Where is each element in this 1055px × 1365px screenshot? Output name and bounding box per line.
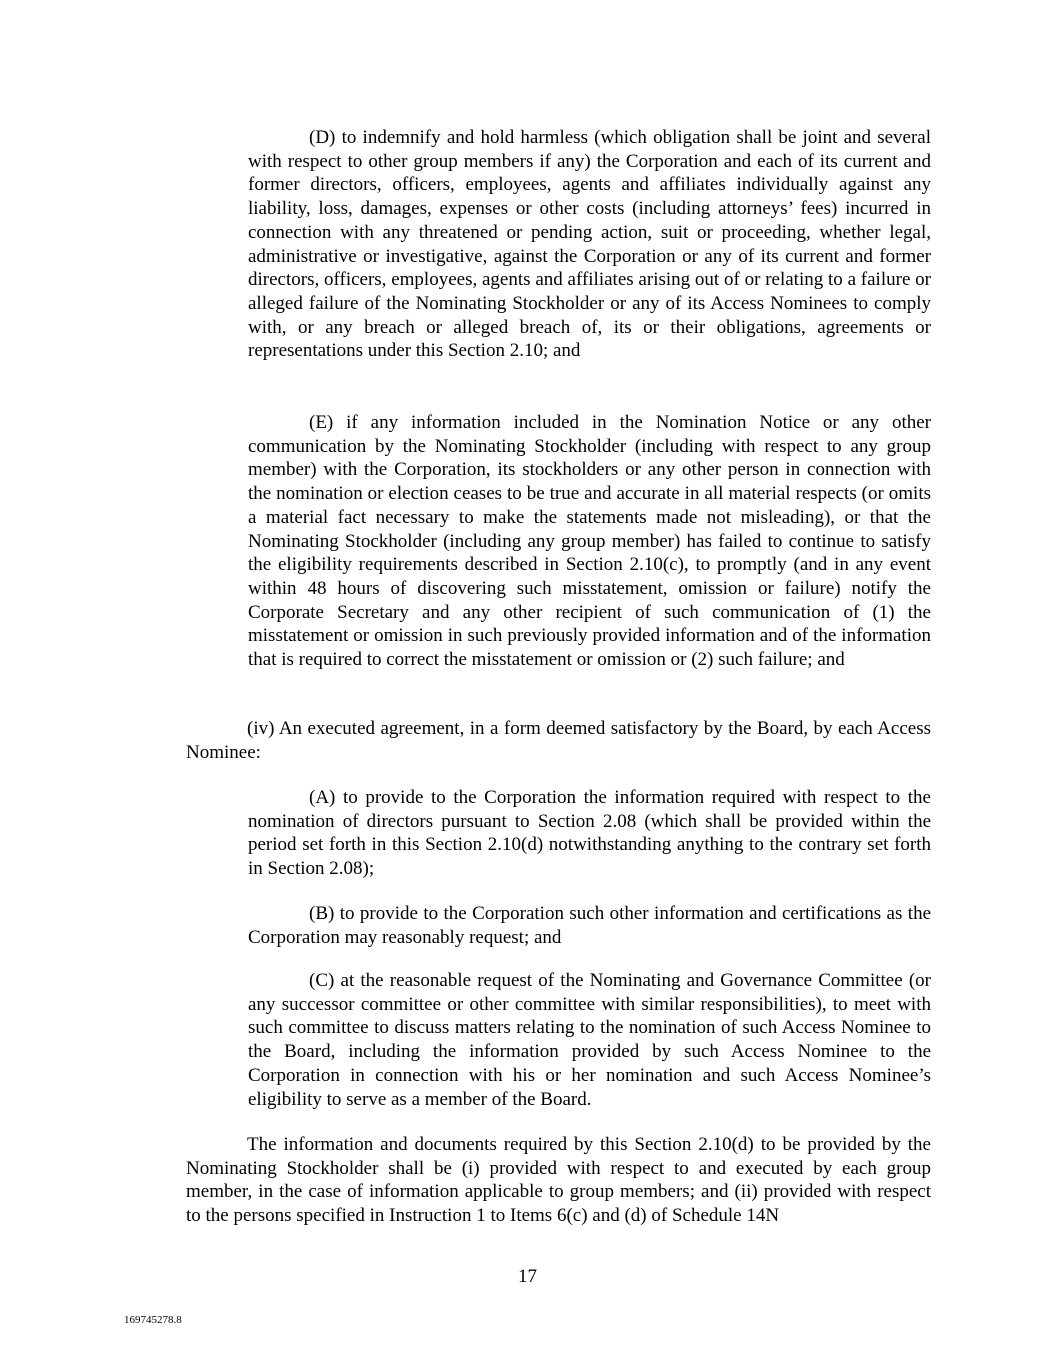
paragraph-b-certifications: (B) to provide to the Corporation such other information and certifications as the Corporation may reasonably request; and — [248, 903, 931, 948]
paragraph-a-provide-information: (A) to provide to the Corporation the information required with respect to the nomination of directors pursuant to Section 2.08 (which shall be provided within the period set forth in this Section 2.10(d) notwithstanding anything to the contrary set forth in Section 2.08); — [248, 787, 931, 880]
paragraph-e-information-update: (E) if any information included in the Nomination Notice or any other communication by the Nominating Stockholder (including with respect to any group member) with the Corporation, its stockholders or any other person in connection with the nomination or election ceases to be true and accurate in all material respects (or omits a material fact necessary to make the statements made not misleading), or that the Nominating Stockholder (including any group member) has failed to continue to satisfy the eligibility requirements described in Section 2.10(c), to promptly (and in any event within 48 hours of discovering such misstatement, omission or failure) notify the Corporate Secretary and any other recipient of such communication of (1) the misstatement or omission in such previously provided information and of the information that is required to correct the misstatement or omission or (2) such failure; and — [248, 412, 931, 671]
paragraph-information-requirements: The information and documents required by this Section 2.10(d) to be provided by the Nominating Stockholder shall be (i) provided with respect to and executed by each group member, in the case of information applicable to group members; and (ii) provided with respect to the persons specified in Instruction 1 to Items 6(c) and (d) of Schedule 14N — [186, 1134, 931, 1227]
paragraph-d-indemnify: (D) to indemnify and hold harmless (which obligation shall be joint and several with respect to other group members if any) the Corporation and each of its current and former directors, officers, employees, agents and affiliates individually against any liability, loss, damages, expenses or other costs (including attorneys’ fees) incurred in connection with any threatened or pending action, suit or proceeding, whether legal, administrative or investigative, against the Corporation or any of its current and former directors, officers, employees, agents and affiliates arising out of or relating to a failure or alleged failure of the Nominating Stockholder or any of its Access Nominees to comply with, or any breach or alleged breach of, its or their obligations, agreements or representations under this Section 2.10; and — [248, 127, 931, 362]
paragraph-iv-executed-agreement: (iv) An executed agreement, in a form deemed satisfactory by the Board, by each Access Nominee: — [186, 718, 931, 763]
document-id: 169745278.8 — [124, 1314, 182, 1326]
paragraph-c-committee-meeting: (C) at the reasonable request of the Nominating and Governance Committee (or any successor committee or other committee with similar responsibilities), to meet with such committee to discuss matters relating to the nomination of such Access Nominee to the Board, including the information provided by such Access Nominee to the Corporation in connection with his or her nomination and such Access Nominee’s eligibility to serve as a member of the Board. — [248, 970, 931, 1110]
page-number: 17 — [518, 1266, 537, 1287]
